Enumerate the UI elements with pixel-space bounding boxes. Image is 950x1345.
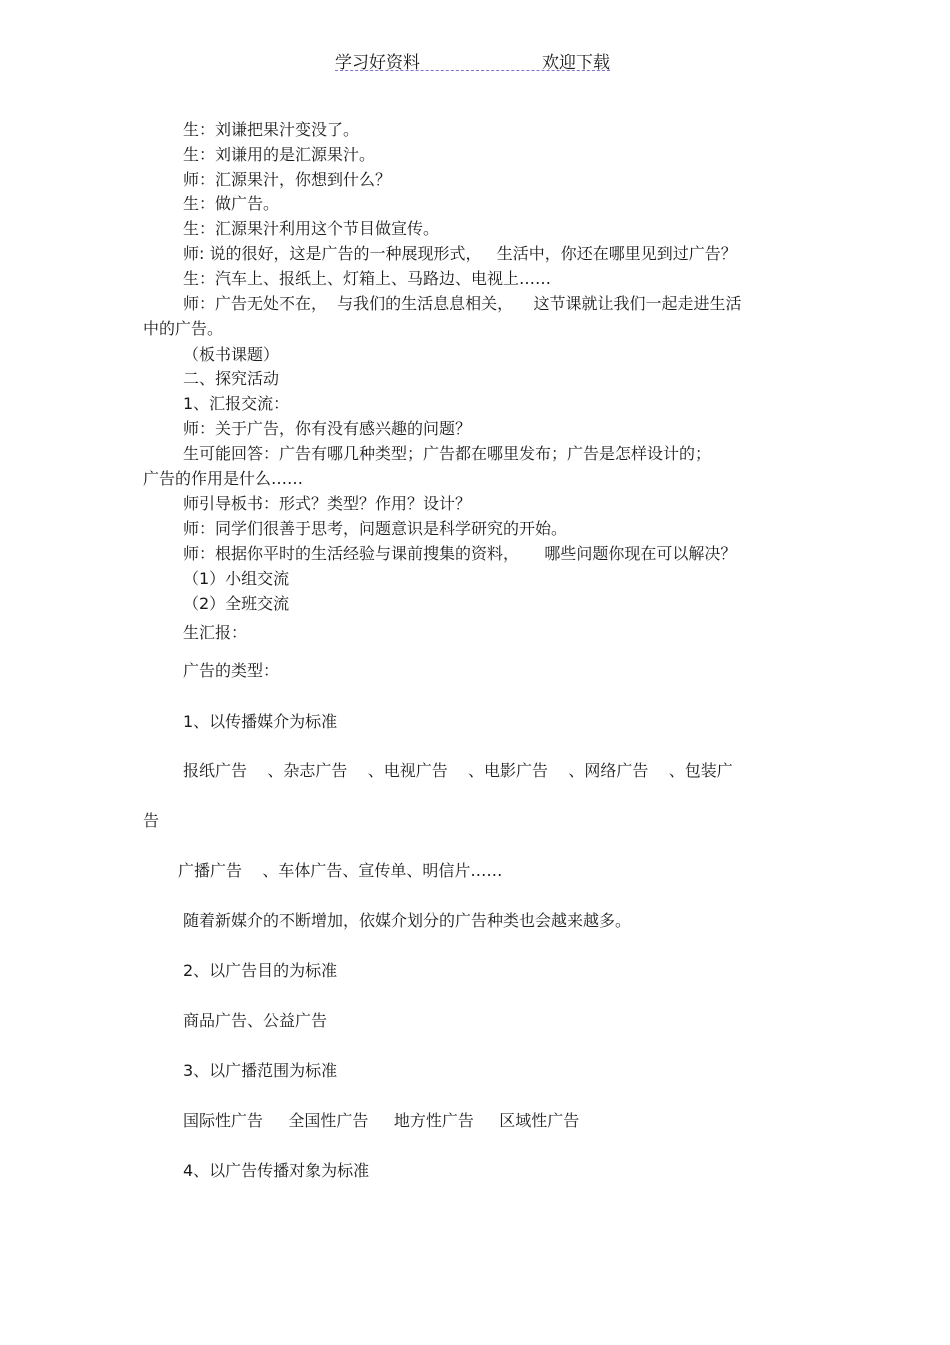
section-heading: 二、探究活动 (183, 369, 280, 388)
ad-type-list: 报纸广告 、杂志广告 、电视广告 、电影广告 、网络广告 、包装广 (183, 761, 733, 780)
header-underline (335, 70, 610, 71)
dialogue-line: 师: 说的很好，这是广告的一种展现形式， 生活中，你还在哪里见到过广告？ (183, 244, 737, 263)
criterion-heading: 3、以广播范围为标准 (183, 1061, 338, 1080)
dialogue-line: 师：广告无处不在， 与我们的生活息息相关， 这节课就让我们一起走进生活 (183, 294, 742, 313)
ad-type-list-continuation: 告 (143, 811, 160, 830)
topic-heading: 广告的类型： (183, 661, 280, 680)
header-right-text: 欢迎下载 (542, 53, 610, 73)
subsection-heading: 1、汇报交流： (183, 394, 290, 413)
ad-type-list: 国际性广告 全国性广告 地方性广告 区域性广告 (183, 1111, 580, 1130)
list-item: （1）小组交流 (183, 569, 290, 588)
criterion-heading: 1、以传播媒介为标准 (183, 712, 338, 731)
dialogue-line: 师：同学们很善于思考，问题意识是科学研究的开始。 (183, 519, 568, 538)
paragraph: 随着新媒介的不断增加，依媒介划分的广告种类也会越来越多。 (183, 911, 632, 930)
header-left-text: 学习好资料 (335, 53, 420, 73)
criterion-heading: 2、以广告目的为标准 (183, 961, 338, 980)
ad-type-list: 广播广告 、车体广告、宣传单、明信片…… (178, 861, 503, 880)
dialogue-line: 生：刘谦用的是汇源果汁。 (183, 145, 376, 164)
board-note: （板书课题） (183, 345, 280, 364)
dialogue-line-continuation: 广告的作用是什么…… (143, 469, 304, 488)
dialogue-line: 师：汇源果汁，你想到什么？ (183, 170, 392, 189)
report-label: 生汇报： (183, 623, 248, 642)
list-item: （2）全班交流 (183, 594, 290, 613)
dialogue-line: 生：刘谦把果汁变没了。 (183, 120, 360, 139)
page-header (335, 48, 610, 72)
dialogue-line-continuation: 中的广告。 (143, 319, 224, 338)
dialogue-line: 生：做广告。 (183, 194, 280, 213)
dialogue-line: 师：根据你平时的生活经验与课前搜集的资料， 哪些问题你现在可以解决？ (183, 544, 737, 563)
dialogue-line: 师引导板书：形式？类型？作用？设计？ (183, 494, 472, 513)
dialogue-line: 师：关于广告，你有没有感兴趣的问题？ (183, 419, 472, 438)
dialogue-line: 生可能回答：广告有哪几种类型；广告都在哪里发布；广告是怎样设计的； (183, 444, 712, 463)
ad-type-list: 商品广告、公益广告 (183, 1011, 328, 1030)
dialogue-line: 生：汇源果汁利用这个节目做宣传。 (183, 219, 440, 238)
criterion-heading: 4、以广告传播对象为标准 (183, 1161, 370, 1180)
dialogue-line: 生：汽车上、报纸上、灯箱上、马路边、电视上…… (183, 269, 552, 288)
